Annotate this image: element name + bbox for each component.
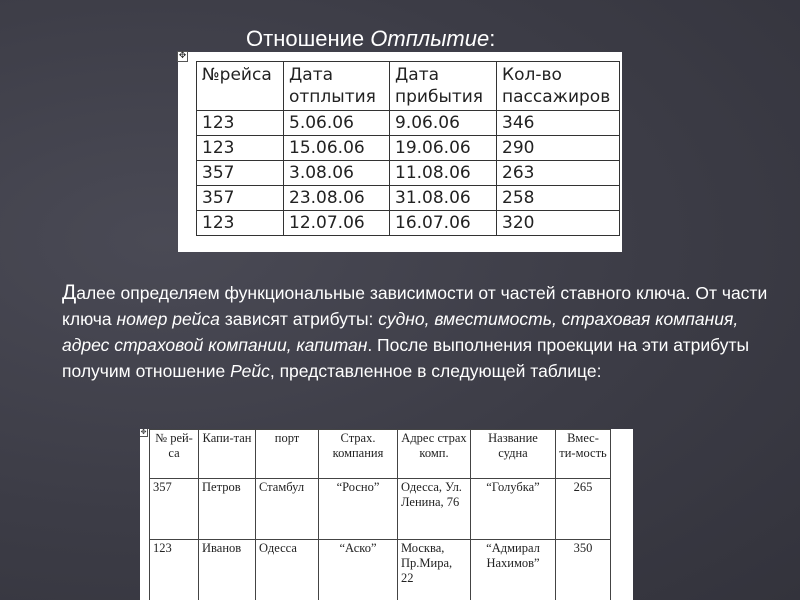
- cell: Одесса, Ул. Ленина, 76: [398, 479, 471, 540]
- cell: 11.08.06: [390, 161, 497, 186]
- header-flight-number: № рей-са: [150, 430, 199, 479]
- table-row: [197, 211, 620, 236]
- header-insurance-address: Адрес страх комп.: [398, 430, 471, 479]
- header-captain: Капи-тан: [199, 430, 256, 479]
- header-insurance-company: Страх. компания: [319, 430, 398, 479]
- cell: 320: [497, 211, 620, 236]
- header-flight-number: №рейса: [197, 62, 284, 111]
- cell: 357: [150, 479, 199, 540]
- para-italic-attributes: судно, вместимость, страховая компания, адрес страховой компании, капитан: [62, 309, 739, 355]
- table-row: [150, 479, 611, 540]
- cell: 19.06.06: [390, 136, 497, 161]
- cell: 16.07.06: [390, 211, 497, 236]
- cell: 123: [150, 540, 199, 600]
- cell: 123: [197, 136, 284, 161]
- header-arrival-date: Дата прибытия: [390, 62, 497, 111]
- table-row: [197, 136, 620, 161]
- cell: 265: [556, 479, 611, 540]
- cell: 15.06.06: [284, 136, 390, 161]
- para-text-1: алее определяем функциональные зависимости от частей ставного ключа. От части ключа: [62, 283, 768, 329]
- cell: 258: [497, 186, 620, 211]
- cell: “Росно”: [319, 479, 398, 540]
- table-row: [197, 161, 620, 186]
- header-capacity: Вмес-ти-мость: [556, 430, 611, 479]
- cell: “Голубка”: [471, 479, 556, 540]
- table-row: [197, 186, 620, 211]
- cell: Одесса: [256, 540, 319, 600]
- table-move-handle-icon[interactable]: ✥: [140, 429, 147, 436]
- para-text-2: зависят атрибуты:: [219, 309, 379, 329]
- cell: 31.08.06: [390, 186, 497, 211]
- cell: 346: [497, 111, 620, 136]
- cell: Стамбул: [256, 479, 319, 540]
- cell: Иванов: [199, 540, 256, 600]
- cell: 123: [197, 111, 284, 136]
- header-ship-name: Название судна: [471, 430, 556, 479]
- table-header-row: [150, 430, 611, 479]
- cell: 357: [197, 161, 284, 186]
- table-row: [197, 111, 620, 136]
- cell: 357: [197, 186, 284, 211]
- para-text-3: . После выполнения проекции на эти атрибуты получим отношение: [62, 335, 750, 381]
- title-prefix: Отношение: [246, 26, 371, 51]
- header-departure-date: Дата отплытия: [284, 62, 390, 111]
- para-text-4: , представленное в следующей таблице:: [269, 361, 602, 381]
- title-relation-name: Отплытие: [370, 26, 490, 51]
- table-move-handle-icon[interactable]: ✥: [178, 51, 187, 61]
- cell: 9.06.06: [390, 111, 497, 136]
- cell: 290: [497, 136, 620, 161]
- cell: 123: [197, 211, 284, 236]
- title-suffix: :: [489, 26, 496, 51]
- cell: 350: [556, 540, 611, 600]
- cell: 3.08.06: [284, 161, 390, 186]
- header-port: порт: [256, 430, 319, 479]
- body-paragraph: [62, 280, 782, 384]
- header-passenger-count: Кол-во пассажиров: [497, 62, 620, 111]
- cell: 23.08.06: [284, 186, 390, 211]
- slide-title: [246, 26, 495, 52]
- cell: 12.07.06: [284, 211, 390, 236]
- cell: Петров: [199, 479, 256, 540]
- cell: 5.06.06: [284, 111, 390, 136]
- cell: 263: [497, 161, 620, 186]
- departure-table: [196, 61, 620, 236]
- para-italic-relation: Рейс: [230, 361, 270, 381]
- departure-table-image: [178, 52, 622, 252]
- flight-table: [149, 429, 611, 600]
- drop-letter: Д: [62, 281, 77, 304]
- cell: Москва, Пр.Мира, 22: [398, 540, 471, 600]
- cell: “Адмирал Нахимов”: [471, 540, 556, 600]
- para-italic-flight-number: номер рейса: [116, 309, 220, 329]
- table-header-row: [197, 62, 620, 111]
- flight-table-image: [140, 429, 633, 600]
- cell: “Аско”: [319, 540, 398, 600]
- table-row: [150, 540, 611, 600]
